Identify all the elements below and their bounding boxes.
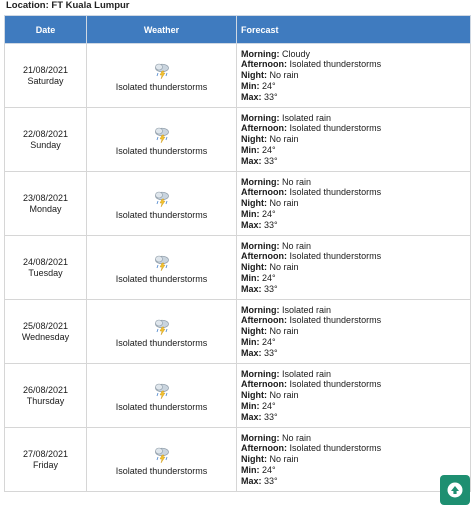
morning-label: Morning: <box>241 304 280 315</box>
date-cell <box>5 108 87 172</box>
morning-label: Morning: <box>241 48 280 59</box>
max-value: 33° <box>264 283 278 294</box>
forecast-max <box>241 156 470 167</box>
night-label: Night: <box>241 454 267 465</box>
morning-label: Morning: <box>241 176 280 187</box>
afternoon-label: Afternoon: <box>241 443 287 454</box>
date-text: 21/08/2021 <box>22 64 69 75</box>
forecast-cell <box>237 108 471 172</box>
header-date: Date <box>5 16 87 44</box>
forecast-night <box>241 198 470 209</box>
morning-label: Morning: <box>241 368 280 379</box>
forecast-night <box>241 70 470 81</box>
min-label: Min: <box>241 272 260 283</box>
forecast-cell <box>237 428 471 492</box>
date-text: 24/08/2021 <box>22 256 69 267</box>
max-label: Max: <box>241 347 262 358</box>
forecast-night <box>241 262 470 273</box>
table-row <box>5 364 471 428</box>
forecast-afternoon <box>241 379 470 390</box>
night-value: No rain <box>269 326 299 337</box>
forecast-min <box>241 273 470 284</box>
forecast-morning <box>241 433 470 444</box>
morning-label: Morning: <box>241 240 280 251</box>
night-value: No rain <box>269 134 299 145</box>
weather-text: Isolated thunderstorms <box>115 81 208 92</box>
min-label: Min: <box>241 400 260 411</box>
weather-text: Isolated thunderstorms <box>115 145 208 156</box>
morning-value: Isolated rain <box>282 368 332 379</box>
forecast-night <box>241 454 470 465</box>
date-cell <box>5 236 87 300</box>
forecast-afternoon <box>241 251 470 262</box>
weather-text: Isolated thunderstorms <box>115 337 208 348</box>
table-row <box>5 428 471 492</box>
date-cell <box>5 428 87 492</box>
date-cell <box>5 172 87 236</box>
morning-value: No rain <box>282 240 312 251</box>
thunderstorm-icon <box>152 252 172 272</box>
forecast-morning <box>241 241 470 252</box>
forecast-cell <box>237 300 471 364</box>
max-label: Max: <box>241 411 262 422</box>
thunderstorm-icon <box>152 188 172 208</box>
forecast-afternoon <box>241 187 470 198</box>
arrow-up-icon <box>447 482 463 498</box>
night-label: Night: <box>241 70 267 81</box>
weather-text: Isolated thunderstorms <box>115 273 208 284</box>
afternoon-label: Afternoon: <box>241 123 287 134</box>
forecast-min <box>241 465 470 476</box>
day-text: Monday <box>29 203 62 214</box>
forecast-morning <box>241 113 470 124</box>
day-text: Thursday <box>26 395 65 406</box>
thunderstorm-icon <box>152 316 172 336</box>
night-value: No rain <box>269 390 299 401</box>
forecast-afternoon <box>241 443 470 454</box>
night-label: Night: <box>241 390 267 401</box>
forecast-min <box>241 337 470 348</box>
date-text: 22/08/2021 <box>22 128 69 139</box>
day-text: Wednesday <box>21 331 70 342</box>
afternoon-value: Isolated thunderstorms <box>289 251 382 262</box>
afternoon-value: Isolated thunderstorms <box>289 59 382 70</box>
min-value: 24° <box>262 464 276 475</box>
forecast-cell <box>237 364 471 428</box>
forecast-table <box>4 15 471 492</box>
forecast-afternoon <box>241 59 470 70</box>
max-value: 33° <box>264 411 278 422</box>
afternoon-label: Afternoon: <box>241 251 287 262</box>
afternoon-value: Isolated thunderstorms <box>289 315 382 326</box>
forecast-max <box>241 348 470 359</box>
min-value: 24° <box>262 80 276 91</box>
weather-cell <box>87 300 237 364</box>
night-label: Night: <box>241 262 267 273</box>
weather-cell <box>87 364 237 428</box>
afternoon-label: Afternoon: <box>241 59 287 70</box>
max-value: 33° <box>264 219 278 230</box>
min-value: 24° <box>262 400 276 411</box>
night-value: No rain <box>269 70 299 81</box>
min-label: Min: <box>241 464 260 475</box>
weather-cell <box>87 172 237 236</box>
min-label: Min: <box>241 80 260 91</box>
afternoon-label: Afternoon: <box>241 315 287 326</box>
forecast-morning <box>241 49 470 60</box>
min-value: 24° <box>262 272 276 283</box>
forecast-afternoon <box>241 315 470 326</box>
forecast-max <box>241 476 470 487</box>
day-text: Saturday <box>27 75 64 86</box>
afternoon-value: Isolated thunderstorms <box>289 187 382 198</box>
day-text: Tuesday <box>28 267 63 278</box>
date-text: 25/08/2021 <box>22 320 69 331</box>
afternoon-value: Isolated thunderstorms <box>289 379 382 390</box>
afternoon-label: Afternoon: <box>241 379 287 390</box>
morning-label: Morning: <box>241 112 280 123</box>
forecast-cell <box>237 44 471 108</box>
weather-text: Isolated thunderstorms <box>115 465 208 476</box>
day-text: Sunday <box>30 139 61 150</box>
min-value: 24° <box>262 144 276 155</box>
morning-label: Morning: <box>241 432 280 443</box>
max-label: Max: <box>241 219 262 230</box>
forecast-morning <box>241 305 470 316</box>
night-value: No rain <box>269 454 299 465</box>
min-label: Min: <box>241 336 260 347</box>
min-value: 24° <box>262 336 276 347</box>
header-weather: Weather <box>87 16 237 44</box>
forecast-night <box>241 390 470 401</box>
night-label: Night: <box>241 134 267 145</box>
table-row <box>5 236 471 300</box>
date-cell <box>5 300 87 364</box>
day-text: Friday <box>32 459 58 470</box>
forecast-min <box>241 145 470 156</box>
night-label: Night: <box>241 198 267 209</box>
table-header-row <box>5 16 471 44</box>
date-cell <box>5 44 87 108</box>
night-label: Night: <box>241 326 267 337</box>
max-label: Max: <box>241 155 262 166</box>
max-value: 33° <box>264 347 278 358</box>
forecast-cell <box>237 172 471 236</box>
morning-value: Isolated rain <box>282 304 332 315</box>
max-value: 33° <box>264 475 278 486</box>
max-value: 33° <box>264 91 278 102</box>
forecast-cell <box>237 236 471 300</box>
forecast-morning <box>241 177 470 188</box>
weather-cell <box>87 108 237 172</box>
forecast-morning <box>241 369 470 380</box>
max-label: Max: <box>241 283 262 294</box>
min-label: Min: <box>241 144 260 155</box>
night-value: No rain <box>269 262 299 273</box>
table-row <box>5 108 471 172</box>
table-row <box>5 172 471 236</box>
thunderstorm-icon <box>152 380 172 400</box>
weather-text: Isolated thunderstorms <box>115 209 208 220</box>
date-text: 26/08/2021 <box>22 384 69 395</box>
weather-text: Isolated thunderstorms <box>115 401 208 412</box>
scroll-to-top-button[interactable] <box>440 475 470 505</box>
morning-value: Isolated rain <box>282 112 332 123</box>
morning-value: Cloudy <box>282 48 311 59</box>
afternoon-label: Afternoon: <box>241 187 287 198</box>
max-label: Max: <box>241 91 262 102</box>
date-cell <box>5 364 87 428</box>
weather-cell <box>87 236 237 300</box>
morning-value: No rain <box>282 176 312 187</box>
night-value: No rain <box>269 198 299 209</box>
forecast-afternoon <box>241 123 470 134</box>
forecast-min <box>241 81 470 92</box>
morning-value: No rain <box>282 432 312 443</box>
min-label: Min: <box>241 208 260 219</box>
forecast-night <box>241 134 470 145</box>
forecast-min <box>241 209 470 220</box>
weather-cell <box>87 44 237 108</box>
thunderstorm-icon <box>152 124 172 144</box>
header-forecast: Forecast <box>237 16 471 44</box>
min-value: 24° <box>262 208 276 219</box>
table-row <box>5 300 471 364</box>
forecast-max <box>241 412 470 423</box>
thunderstorm-icon <box>152 60 172 80</box>
forecast-max <box>241 92 470 103</box>
afternoon-value: Isolated thunderstorms <box>289 123 382 134</box>
date-text: 27/08/2021 <box>22 448 69 459</box>
forecast-night <box>241 326 470 337</box>
afternoon-value: Isolated thunderstorms <box>289 443 382 454</box>
table-row <box>5 44 471 108</box>
thunderstorm-icon <box>152 444 172 464</box>
forecast-min <box>241 401 470 412</box>
max-label: Max: <box>241 475 262 486</box>
forecast-max <box>241 220 470 231</box>
location-label: Location: FT Kuala Lumpur <box>6 0 130 11</box>
max-value: 33° <box>264 155 278 166</box>
weather-cell <box>87 428 237 492</box>
date-text: 23/08/2021 <box>22 192 69 203</box>
forecast-max <box>241 284 470 295</box>
